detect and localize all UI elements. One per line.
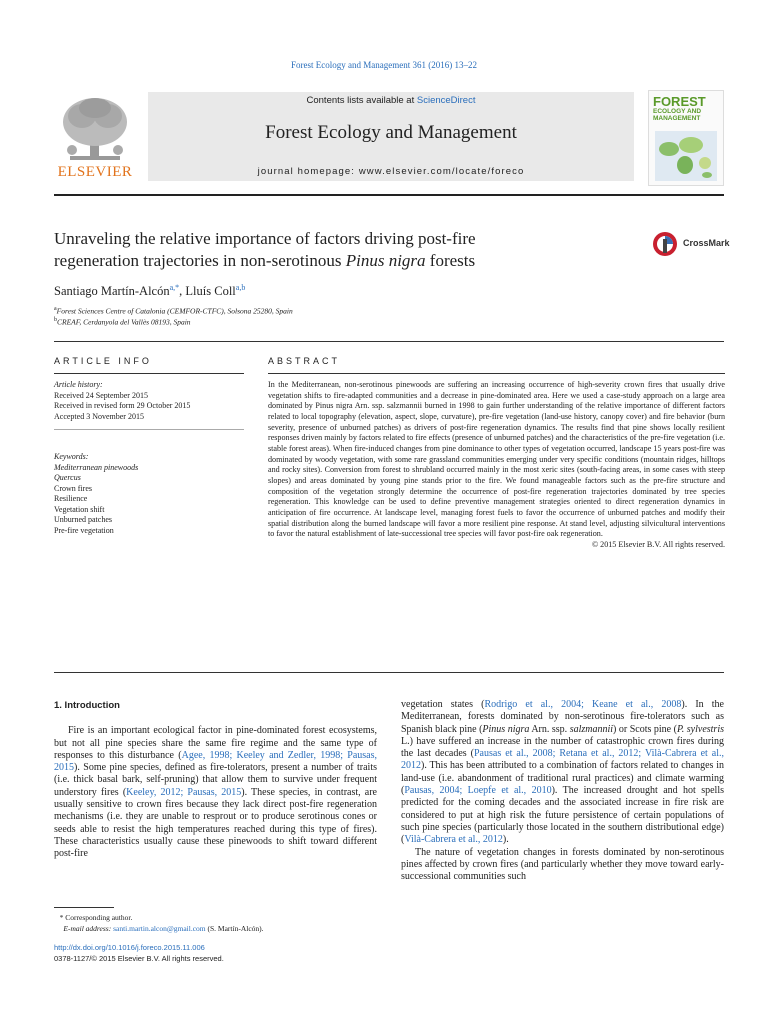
article-info-heading: ARTICLE INFO <box>54 356 152 366</box>
journal-cover-image <box>648 90 724 186</box>
header-rule <box>54 194 724 196</box>
journal-citation-link[interactable]: Forest Ecology and Management 361 (2016) 13–22 <box>291 60 477 70</box>
intro-paragraph-2: The nature of vegetation changes in forests dominated by non-serotinous pines affected by crown fires (and particularly whether they move toward early-successional communities such <box>401 846 724 883</box>
cover-title-forest: FOREST <box>653 94 706 109</box>
affiliation-a-sup: a <box>54 306 57 312</box>
doi-block <box>54 942 224 964</box>
cover-map-graphic <box>655 131 717 181</box>
history-label: Article history: <box>54 380 103 389</box>
affiliation-b-text: CREAF, Cerdanyola del Vallès 08193, Spain <box>57 317 191 327</box>
body-right-column <box>401 699 724 883</box>
keyword-item: Quercus <box>54 473 81 482</box>
affiliation-b <box>54 317 191 327</box>
author-2-affil[interactable]: a,b <box>235 283 246 292</box>
contents-prefix: Contents lists available at <box>306 95 415 106</box>
journal-title: Forest Ecology and Management <box>265 122 517 143</box>
article-history <box>54 380 244 422</box>
keyword-item: Resilience <box>54 494 88 503</box>
section-heading-introduction: 1. Introduction <box>54 700 120 711</box>
title-line-2-post: forests <box>425 251 476 270</box>
citation-link[interactable]: Pausas, 2004; Loepfe et al., 2010 <box>404 785 552 797</box>
intro-paragraph-1: Fire is an important ecological factor in pine-dominated forest ecosystems, but not all pine species share the same fire regime and the same type of responses to this disturbance (Agee, 1998; Keeley and Zedler, 1998; Pausas, 2015). Some pine species, defined as fire-tolerators, present a number of traits (i.e. thick basal bark, self-pruning) that allow them to survive under frequent understory fires (Keeley, 2012; Pausas, 2015). These species, in contrast, are usually sensitive to crown fires because they lack direct post-fire regeneration mechanisms (i.e. they are unable to resprout or to produce serotinous cones or seeds able to resist the high temperatures reached during this type of fires). These characteristics usually cause these pinewoods to shift toward different post-fire <box>54 725 377 860</box>
footnote-block <box>54 907 377 934</box>
body-left-column <box>54 700 377 861</box>
history-received: Received 24 September 2015 <box>54 390 148 400</box>
affiliation-a-text: Forest Sciences Centre of Catalonia (CEMFOR-CTFC), Solsona 25280, Spain <box>56 306 293 316</box>
keywords-block <box>54 452 244 536</box>
cover-title-subtitle: ECOLOGY AND MANAGEMENT <box>653 108 702 122</box>
homepage-prefix: journal homepage: <box>257 166 356 177</box>
keyword-item: Crown fires <box>54 483 92 493</box>
citation-link[interactable]: Keeley, 2012; Pausas, 2015 <box>126 786 242 798</box>
author-2-name[interactable]: Lluís Coll <box>185 284 236 299</box>
keyword-item: Vegetation shift <box>54 504 105 514</box>
intro-paragraph-1-continued: vegetation states (Rodrigo et al., 2004; Keane et al., 2008). In the Mediterranean, forests dominated by non-serotinous fire-tolerators such as Spanish black pine (Pinus nigra Arn. ssp. salzmannii) or Scots pine (P. sylvestris L.) have suffered an increase in the number of catastrophic crown fires during the last decades (Pausas et al., 2008; Retana et al., 2012; Vilà-Cabrera et al., 2012). This has been attributed to a combination of factors related to changes in land-use (i.e. abandonment of traditional rural practices) and climate warming (Pausas, 2004; Loepfe et al., 2010). The increased drought and hot spells predicted for the coming decades and the associated increase in fire risk are considered to put at high risk the future persistence of certain populations of such pine species (particularly those located in the southern distributional edge) (Vilà-Cabrera et al., 2012). <box>401 699 725 846</box>
contents-available-line <box>148 95 634 106</box>
title-line-1: Unraveling the relative importance of factors driving post-fire <box>54 229 476 248</box>
abstract-bottom-rule <box>54 672 724 673</box>
email-link[interactable]: santi.martin.alcon@gmail.com <box>113 924 206 933</box>
author-list <box>54 283 245 299</box>
author-1-name[interactable]: Santiago Martín-Alcón <box>54 284 170 299</box>
author-separator: , <box>179 284 186 299</box>
sciencedirect-link[interactable]: ScienceDirect <box>416 95 476 106</box>
affiliation-a <box>54 306 293 316</box>
footnote-rule <box>54 907 114 908</box>
abstract-text: In the Mediterranean, non-serotinous pinewoods are suffering an increasing occurrence of high-severity crown fires that usually drive vegetation shifts to fire-adapted communities and a decrease in pine-dominated area. Here we used a case-study approach on a large area dominated by Pinus nigra Arn. ssp. salzmannii burned in 1998 to gain further understanding of the relative importance of different factors related to local topography (elevation, aspect, slope, curvature), pre-fire vegetation (land-use history, canopy cover) and fire behavior (burn severity, presence of unburned patches) as drivers of post-fire regeneration dynamics. The results find that pine shows locally resilient responses driven mainly by factors related to fire effects (presence of unburned patches) and the characteristics of the pre-fire vegetation (i.e. stable forest areas). When fire-induced changes from pine dominance to other types of vegetation occurred, landscape 15 years post-fire was dominated by woody vegetation, with some rare grassland communities emerging under very specific conditions (mountain ridges, hilltops and rocky sites). Conversion from forest to shrubland occurred mainly in the most xeric sites (south-facing areas, in some cases with steep slopes) and areas dominated by young pine stands prior to the fire. We found manageable factors such as the pre-fire structure and composition of the vegetation strongly determine the occurrence of post-fire regeneration trajectories dominated by tree species regeneration. This knowledge can be used to define preventive management strategies oriented to direct regeneration dynamics in anticipation of fire occurrence. At landscape level, managing forest fuels to favor the occurrence of unburned patches and modify their spatial distribution along the burned landscape will favor a more resilient pine response. At stand level, adjusting silvicultural interventions to favor the natural establishment of late-successional tree species will favor post-fire oak regeneration. <box>268 380 725 539</box>
citation-link[interactable]: Rodrigo et al., 2004; Keane et al., 2008 <box>484 699 682 710</box>
keyword-item: Mediterranean pinewoods <box>54 462 139 472</box>
paper-title <box>54 228 624 272</box>
keyword-item: Pre-fire vegetation <box>54 525 114 535</box>
title-species: Pinus nigra <box>345 251 426 270</box>
history-accepted: Accepted 3 November 2015 <box>54 411 144 421</box>
citation-link[interactable]: Agee, 1998; Keeley and Zedler, 1998; Pausas, 2015 <box>54 749 377 774</box>
history-revised: Received in revised form 29 October 2015 <box>54 401 191 410</box>
citation-link[interactable]: Pausas et al., 2008; Retana et al., 2012; Vilà-Cabrera et al., 2012 <box>401 748 724 772</box>
keyword-item: Unburned patches <box>54 515 112 524</box>
doi-link[interactable]: http://dx.doi.org/10.1016/j.foreco.2015.11.006 <box>54 943 205 952</box>
issn-copyright: 0378-1127/© 2015 Elsevier B.V. All rights reserved. <box>54 954 224 963</box>
citation-link[interactable]: Vilà-Cabrera et al., 2012 <box>404 834 503 846</box>
keywords-label: Keywords: <box>54 452 89 461</box>
crossmark-label[interactable]: CrossMark <box>683 238 730 248</box>
affiliation-b-sup: b <box>54 317 57 323</box>
title-line-2-pre: regeneration trajectories in non-serotinous <box>54 251 346 270</box>
corresponding-author-note: * Corresponding author. <box>54 913 133 922</box>
article-info-rule <box>54 373 244 374</box>
elsevier-wordmark: ELSEVIER <box>57 164 133 180</box>
abstract-rule <box>268 373 725 374</box>
email-note: E-mail address: santi.martin.alcon@gmail.com (S. Martín-Alcón). <box>63 924 264 933</box>
author-1-affil[interactable]: a,* <box>169 283 180 292</box>
history-divider <box>54 429 244 430</box>
abstract-copyright: © 2015 Elsevier B.V. All rights reserved. <box>591 539 725 549</box>
title-block-rule <box>54 341 724 342</box>
homepage-url[interactable]: www.elsevier.com/locate/foreco <box>358 166 525 177</box>
abstract-body <box>268 380 725 551</box>
abstract-heading: ABSTRACT <box>268 356 341 366</box>
journal-homepage-line <box>148 166 634 177</box>
